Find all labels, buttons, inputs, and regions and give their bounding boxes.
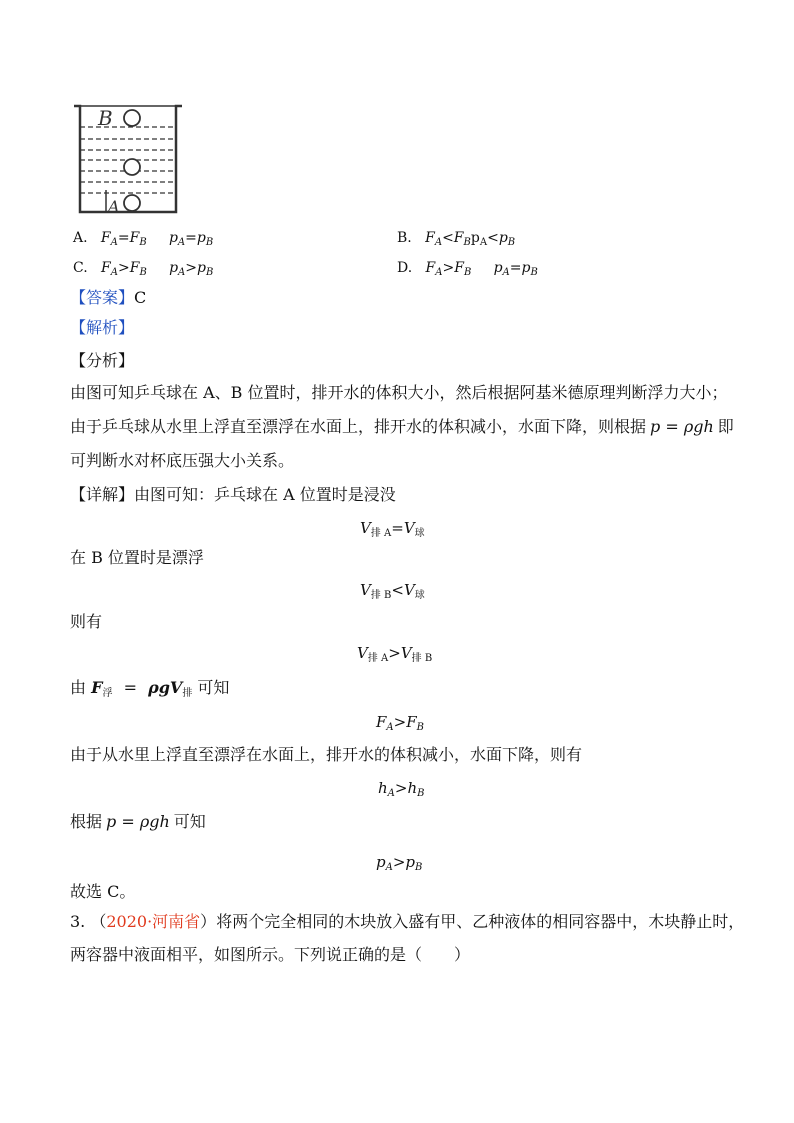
answer-value: C bbox=[134, 288, 147, 307]
option-d[interactable]: D. $F_A>F_B$ $p_A=p_B$ bbox=[397, 260, 538, 278]
label-A: A bbox=[108, 197, 120, 216]
equation-3: $V_{排 A}>V_{排 B}$ bbox=[357, 644, 433, 664]
line-from-formula: 由 $F_浮 = \rho gV_排$ 可知 bbox=[70, 678, 230, 699]
fenxi-line-2: 由于乒乓球从水里上浮直至漂浮在水面上，排开水的体积减小，水面下降，则根据 p = ρgh 即 bbox=[70, 417, 734, 436]
detail-line: 【详解】由图可知：乒乓球在 A 位置时是浸没 bbox=[70, 485, 396, 504]
answer-line bbox=[70, 288, 146, 308]
fenxi-line-1: 由图可知乒乓球在 A、B 位置时，排开水的体积大小，然后根据阿基米德原理判断浮力大小； bbox=[70, 383, 728, 402]
line-according: 根据 p = ρgh 可知 bbox=[70, 812, 206, 831]
option-a[interactable]: A. $F_A=F_B$ $p_A=p_B$ bbox=[73, 230, 214, 248]
equation-5: $h_A>h_B$ bbox=[378, 779, 425, 799]
line-b-position: 在 B 位置时是漂浮 bbox=[70, 548, 204, 567]
equation-2: $V_{排 B}<V_球$ bbox=[360, 581, 425, 601]
option-b[interactable]: B. $F_A<F_Bp_A<p_B$ bbox=[397, 230, 516, 248]
option-c[interactable]: C. $F_A>F_B$ $p_A>p_B$ bbox=[73, 260, 214, 278]
line-then: 则有 bbox=[70, 612, 103, 631]
question-3-line-1: 3. （2020·河南省）将两个完全相同的木块放入盛有甲、乙种液体的相同容器中，木块静止时， bbox=[70, 912, 745, 931]
question-3-line-2: 两容器中液面相平，如图所示。下列说正确的是（ ） bbox=[70, 945, 471, 964]
analysis-header: 【解析】 bbox=[70, 318, 135, 337]
beaker-figure bbox=[70, 100, 185, 218]
equation-4: $F_A>F_B$ bbox=[376, 713, 425, 733]
conclusion: 故选 C。 bbox=[70, 882, 136, 901]
equation-6: $p_A>p_B$ bbox=[376, 853, 423, 873]
label-B: B bbox=[98, 106, 113, 130]
line-since: 由于从水里上浮直至漂浮在水面上，排开水的体积减小，水面下降，则有 bbox=[70, 745, 583, 764]
equation-1: $V_{排 A}=V_球$ bbox=[360, 519, 425, 539]
question-source: 2020·河南省 bbox=[106, 912, 201, 931]
fenxi-header: 【分析】 bbox=[70, 351, 135, 370]
answer-label: 【答案】 bbox=[70, 288, 135, 307]
fenxi-line-3: 可判断水对杯底压强大小关系。 bbox=[70, 451, 295, 470]
